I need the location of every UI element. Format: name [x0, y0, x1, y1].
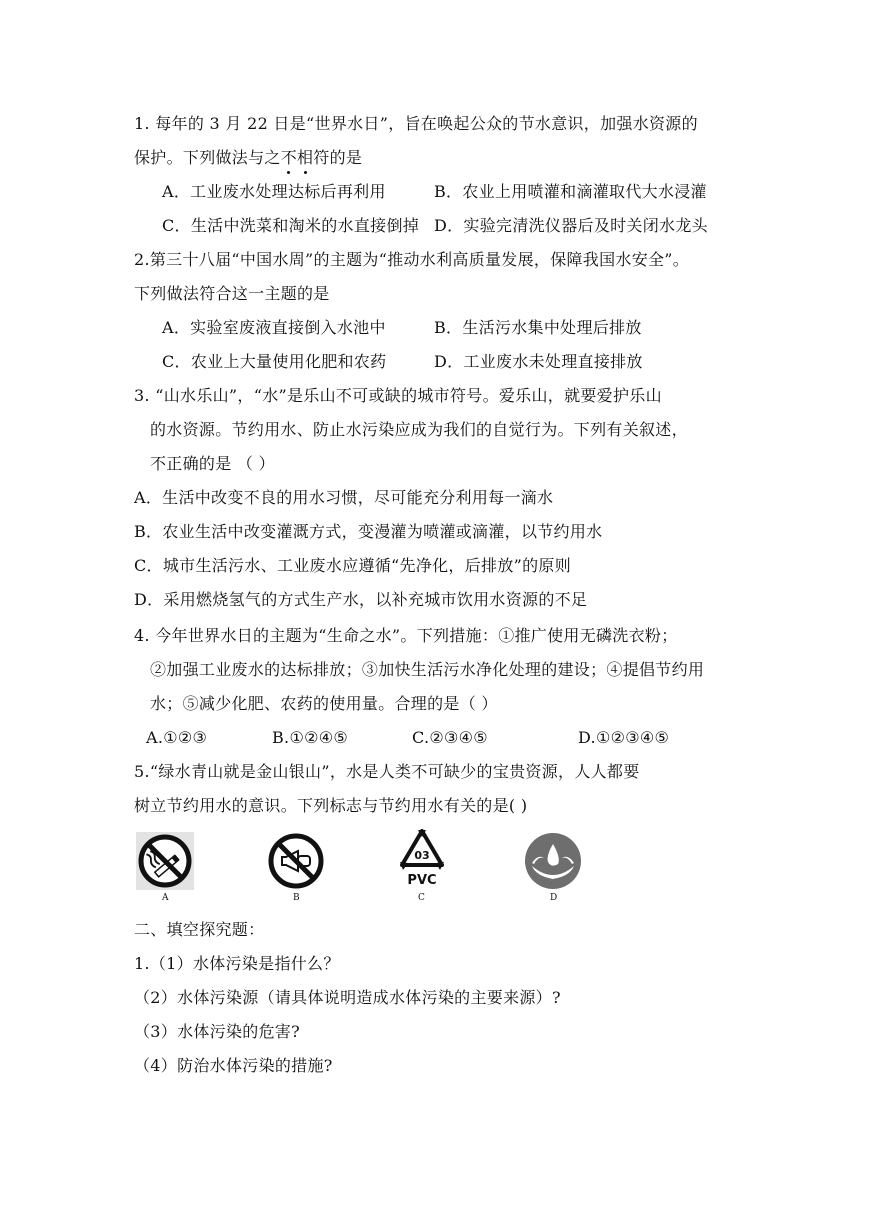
no-smoking-icon: [136, 832, 194, 890]
recycle-code-text: 03: [414, 849, 430, 862]
water-saving-icon: [524, 832, 582, 890]
q2-stem-line2: 下列做法符合这一主题的是: [134, 284, 330, 303]
sign-a-label: A: [162, 893, 169, 903]
q1-stem-line1: 1. 每年的 3 月 22 日是“世界水日”，旨在唤起公众的节水意识，加强水资源的: [134, 114, 698, 133]
q4-option-a: A.①②③: [146, 728, 208, 747]
sign-c-label: C: [418, 893, 425, 903]
pvc-recycle-icon: [394, 828, 450, 890]
q3-stem-line1: 3. “山水乐山”，“水”是乐山不可或缺的城市符号。爱乐山，就要爱护乐山: [134, 386, 662, 405]
q2-option-b: B．生活污水集中处理后排放: [434, 318, 642, 337]
q2-option-d: D．工业废水未处理直接排放: [434, 352, 643, 371]
section2-item-2: （2）水体污染源（请具体说明造成水体污染的主要来源）?: [134, 988, 561, 1007]
section2-item-1: 1.（1）水体污染是指什么？: [134, 954, 340, 973]
q3-option-d: D．采用燃烧氢气的方式生产水，以补充城市饮用水资源的不足: [134, 590, 588, 609]
section2-item-4: （4）防治水体污染的措施?: [134, 1056, 333, 1075]
no-horn-icon: [267, 832, 325, 890]
recycle-pvc-text: PVC: [407, 873, 437, 888]
q3-stem-line2: 的水资源。节约用水、防止水污染应成为我们的自觉行为。下列有关叙述，: [150, 420, 688, 439]
sign-a: [136, 832, 194, 894]
q1-emphasis-xiang: 相: [297, 148, 314, 167]
q2-option-a: A．实验室废液直接倒入水池中: [162, 318, 386, 337]
sign-b-label: B: [293, 893, 300, 903]
q1-option-a: A．工业废水处理达标后再利用: [162, 182, 386, 201]
q1-stem-line2-post: 符的是: [313, 148, 363, 167]
section2-title: 二、填空探究题：: [134, 920, 265, 939]
q2-stem-line1: 2.第三十八届“中国水周”的主题为“推动水利高质量发展，保障我国水安全”。: [134, 250, 690, 269]
q5-stem-line2: 树立节约用水的意识。下列标志与节约用水有关的是( ): [134, 796, 528, 815]
q3-option-b: B．农业生活中改变灌溉方式，变漫灌为喷灌或滴灌，以节约用水: [134, 522, 603, 541]
q5-stem-line1: 5.“绿水青山就是金山银山”，水是人类不可缺少的宝贵资源，人人都要: [134, 762, 640, 781]
q4-stem-line3: 水；⑤减少化肥、农药的使用量。合理的是（ ）: [150, 694, 498, 713]
q1-emphasis-bu: 不: [280, 148, 298, 167]
q1-option-c: C．生活中洗菜和淘米的水直接倒掉: [162, 216, 420, 235]
sign-d-label: D: [550, 893, 558, 903]
q4-stem-line2: ②加强工业废水的达标排放；③加快生活污水净化处理的建设；④提倡节约用: [150, 660, 705, 679]
q4-option-d: D.①②③④⑤: [578, 728, 670, 747]
q1-option-d: D．实验完清洗仪器后及时关闭水龙头: [434, 216, 708, 235]
section2-item-3: （3）水体污染的危害?: [134, 1022, 301, 1041]
sign-c: [394, 828, 450, 894]
q4-stem-line1: 4. 今年世界水日的主题为“生命之水”。下列措施：①推广使用无磷洗衣粉；: [134, 626, 678, 645]
q3-option-a: A．生活中改变不良的用水习惯，尽可能充分利用每一滴水: [134, 488, 554, 507]
q3-option-c: C．城市生活污水、工业废水应遵循“先净化，后排放”的原则: [134, 556, 572, 575]
q1-stem-line2-pre: 保护。下列做法与之: [134, 148, 281, 167]
q4-option-c: C.②③④⑤: [412, 728, 488, 747]
q3-stem-line3: 不正确的是 （ ）: [150, 454, 275, 473]
q1-option-b: B．农业上用喷灌和滴灌取代大水浸灌: [434, 182, 707, 201]
q2-option-c: C．农业上大量使用化肥和农药: [162, 352, 387, 371]
q1-stem-line2: [134, 148, 362, 168]
q4-option-b: B.①②④⑤: [272, 728, 349, 747]
sign-b: [267, 832, 325, 894]
sign-d: [524, 832, 582, 894]
